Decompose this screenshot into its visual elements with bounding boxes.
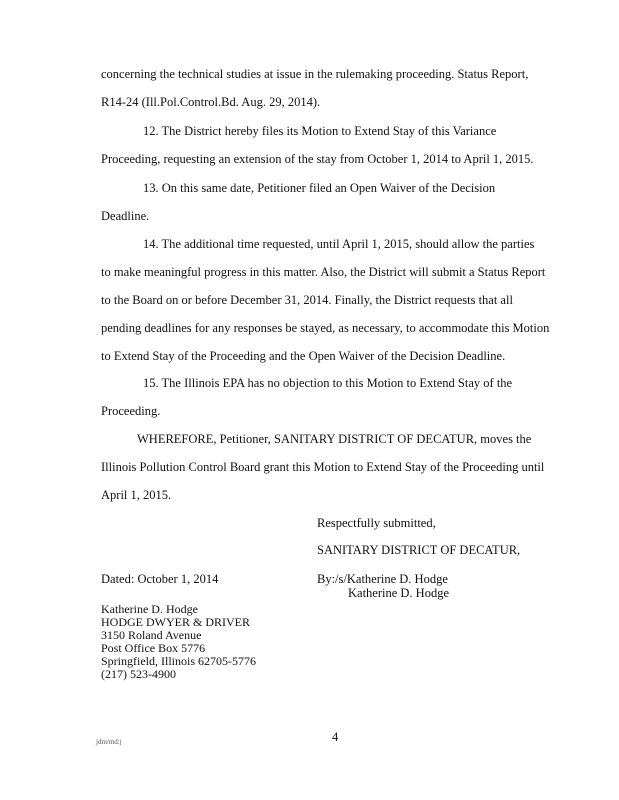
body-line: Proceeding. <box>101 404 161 418</box>
page-number: 4 <box>332 730 339 744</box>
paragraph-15-start: 15. The Illinois EPA has no objection to this Motion to Extend Stay of the <box>143 376 513 390</box>
signature-line: By:/s/Katherine D. Hodge <box>317 572 448 586</box>
body-line: Deadline. <box>101 209 150 223</box>
address-line: (217) 523-4900 <box>101 667 176 681</box>
body-line: to the Board on or before December 31, 2014. Finally, the District requests that all <box>101 293 513 307</box>
body-line: Proceeding, requesting an extension of the stay from October 1, 2014 to April 1, 2015. <box>101 152 534 166</box>
body-line: to Extend Stay of the Proceeding and the Open Waiver of the Decision Deadline. <box>101 349 506 363</box>
respectfully-submitted: Respectfully submitted, <box>317 516 436 530</box>
body-line: Illinois Pollution Control Board grant this Motion to Extend Stay of the Proceeding until <box>101 460 545 474</box>
date-line: Dated: October 1, 2014 <box>101 572 219 586</box>
body-line: to make meaningful progress in this matter. Also, the District will submit a Status Report <box>101 265 546 279</box>
address-line: 3150 Roland Avenue <box>101 628 202 642</box>
address-line: Springfield, Illinois 62705-5776 <box>101 654 256 668</box>
body-line: R14-24 (Ill.Pol.Control.Bd. Aug. 29, 2014). <box>101 95 321 109</box>
body-line: concerning the technical studies at issue in the rulemaking proceeding. Status Report, <box>101 67 529 81</box>
paragraph-12-start: 12. The District hereby files its Motion to Extend Stay of this Variance <box>143 124 497 138</box>
body-line: pending deadlines for any responses be stayed, as necessary, to accommodate this Motion <box>101 321 550 335</box>
paragraph-13-start: 13. On this same date, Petitioner filed an Open Waiver of the Decision <box>143 181 496 195</box>
footer-doc-id: jdm/md:j <box>96 738 122 746</box>
address-line: HODGE DWYER & DRIVER <box>101 615 250 629</box>
body-line: April 1, 2015. <box>101 488 172 502</box>
address-line: Katherine D. Hodge <box>101 602 198 616</box>
address-line: Post Office Box 5776 <box>101 641 206 655</box>
paragraph-14-start: 14. The additional time requested, until April 1, 2015, should allow the parties <box>143 237 535 251</box>
wherefore-clause: WHEREFORE, Petitioner, SANITARY DISTRICT OF DECATUR, moves the <box>137 432 532 446</box>
signer-name: Katherine D. Hodge <box>348 586 450 600</box>
petitioner-name: SANITARY DISTRICT OF DECATUR, <box>317 543 521 557</box>
